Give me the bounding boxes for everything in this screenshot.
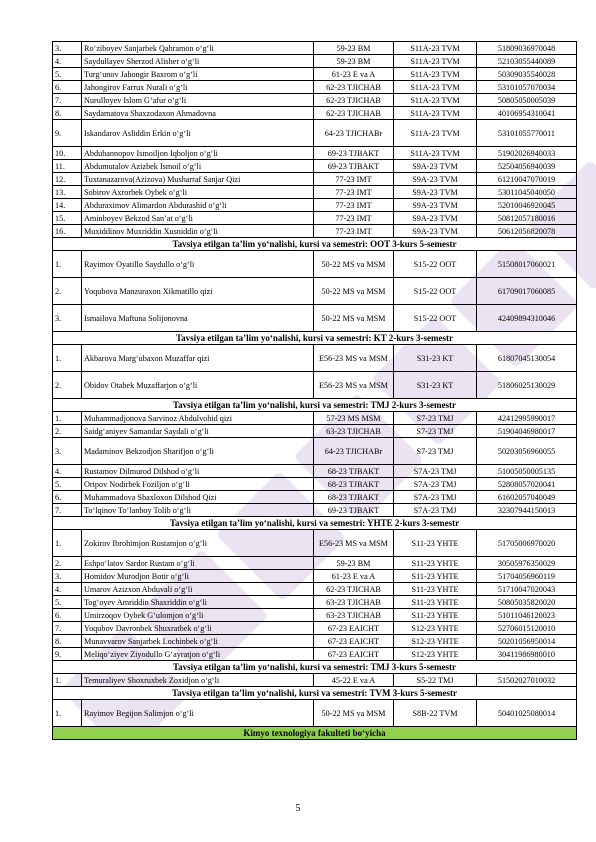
- student-name: Madaminov Bekzodjon Sharifjon oʻgʻli: [82, 438, 314, 465]
- target-group-code: S15-22 OOT: [394, 251, 477, 278]
- group-name: 77-23 IMT: [314, 186, 394, 199]
- table-row: [53, 570, 577, 583]
- target-group-code: S8B-22 TVM: [394, 700, 477, 727]
- student-name: Akbarova Margʻubaxon Muzaffar qizi: [82, 345, 314, 372]
- group-name: 77-23 IMT: [314, 199, 394, 212]
- target-group-code: S7-23 TMJ: [394, 412, 477, 425]
- group-name: 67-23 EAICHT: [314, 622, 394, 635]
- row-number: 3.: [53, 438, 82, 465]
- student-name: Ismailova Maftuna Solijonovna: [82, 305, 314, 332]
- student-id: 51710047020043: [477, 583, 577, 596]
- row-number: 10.: [53, 147, 82, 160]
- student-name: Abduraximov Alimardon Abdurashid oʻgʻli: [82, 199, 314, 212]
- target-group-code: S11-23 YHTE: [394, 609, 477, 622]
- row-number: 8.: [53, 107, 82, 120]
- student-name: Homidov Murodjon Botir oʻgʻli: [82, 570, 314, 583]
- group-name: 50-22 MS va MSM: [314, 700, 394, 727]
- student-id: 40106954310041: [477, 107, 577, 120]
- student-name: Jahongirov Farrux Nurali oʻgʻli: [82, 81, 314, 94]
- group-name: 69-23 TJBAKT: [314, 160, 394, 173]
- table-row: [53, 107, 577, 120]
- row-number: 8.: [53, 635, 82, 648]
- student-name: Zokirov Ibrohimjon Rustamjon oʻgʻli: [82, 530, 314, 557]
- student-name: Rayimov Oyatillo Saydullo oʻgʻli: [82, 251, 314, 278]
- student-id: 50309035540028: [477, 68, 577, 81]
- student-id: 51806025130029: [477, 372, 577, 399]
- group-name: 45-22 E va A: [314, 674, 394, 687]
- student-name: Oripov Nodirbek Foziljon oʻgʻli: [82, 478, 314, 491]
- target-group-code: S11-23 YHTE: [394, 583, 477, 596]
- student-name: Aminboyev Bekzod Sanʼat oʻgʻli: [82, 212, 314, 225]
- student-name: Meliqoʻziyev Ziyodullo Gʻayratjon oʻgʻli: [82, 648, 314, 661]
- table-row: [53, 173, 577, 186]
- table-row: [53, 635, 577, 648]
- group-name: E56-23 MS va MSM: [314, 345, 394, 372]
- student-name: Muhammadova Shaxloxon Dilshod Qizi: [82, 491, 314, 504]
- row-number: 4.: [53, 55, 82, 68]
- student-name: Umarov Azizxon Abduvali oʻgʻli: [82, 583, 314, 596]
- row-number: 1.: [53, 700, 82, 727]
- student-name: Eshpoʻlatov Sardor Rustam oʻgʻli: [82, 557, 314, 570]
- section-header-row: [53, 687, 577, 700]
- student-name: Saidgʻaniyev Samandar Saydali oʻgʻli: [82, 425, 314, 438]
- section-header: Tavsiya etilgan taʼlim yoʻnalishi, kursi va semestri: TMJ 3-kurs 5-semestr: [53, 661, 577, 674]
- row-number: 5.: [53, 478, 82, 491]
- group-name: 63-23 TJICHAB: [314, 425, 394, 438]
- student-id: 50401025080014: [477, 700, 577, 727]
- row-number: 6.: [53, 491, 82, 504]
- group-name: 62-23 TJICHAB: [314, 107, 394, 120]
- student-id: 50203056960055: [477, 438, 577, 465]
- student-id: 51904046980017: [477, 425, 577, 438]
- table-row: [53, 425, 577, 438]
- target-group-code: S11A-23 TVM: [394, 120, 477, 147]
- target-group-code: S9A-23 TVM: [394, 186, 477, 199]
- target-group-code: S11-23 YHTE: [394, 530, 477, 557]
- row-number: 1.: [53, 251, 82, 278]
- row-number: 6.: [53, 81, 82, 94]
- row-number: 9.: [53, 120, 82, 147]
- table-body: [53, 42, 577, 740]
- table-row: [53, 557, 577, 570]
- student-id: 61807045130054: [477, 345, 577, 372]
- student-id: 50612056820078: [477, 225, 577, 238]
- target-group-code: S11-23 YHTE: [394, 570, 477, 583]
- row-number: 7.: [53, 622, 82, 635]
- section-header: Tavsiya etilgan taʼlim yoʻnalishi, kursi va semestri: KT 2-kurs 3-semestr: [53, 332, 577, 345]
- table-row: [53, 147, 577, 160]
- section-header-row: [53, 332, 577, 345]
- student-id: 61210047070019: [477, 173, 577, 186]
- row-number: 2.: [53, 372, 82, 399]
- table-row: [53, 583, 577, 596]
- row-number: 2.: [53, 557, 82, 570]
- target-group-code: S11A-23 TVM: [394, 42, 477, 55]
- student-id: 51902026940033: [477, 147, 577, 160]
- table-row: [53, 278, 577, 305]
- target-group-code: S12-23 YHTE: [394, 622, 477, 635]
- target-group-code: S31-23 KT: [394, 372, 477, 399]
- table-row: [53, 42, 577, 55]
- section-header: Tavsiya etilgan taʼlim yoʻnalishi, kursi va semestri: YHTE 2-kurs 3-semestr: [53, 517, 577, 530]
- row-number: 4.: [53, 583, 82, 596]
- target-group-code: S12-23 YHTE: [394, 648, 477, 661]
- row-number: 3.: [53, 305, 82, 332]
- group-name: 50-22 MS va MSM: [314, 251, 394, 278]
- page-number: 5: [295, 803, 301, 814]
- group-name: 57-23 MS MSM: [314, 412, 394, 425]
- target-group-code: S12-23 YHTE: [394, 635, 477, 648]
- table-row: [53, 251, 577, 278]
- student-id: 42412995990017: [477, 412, 577, 425]
- row-number: 6.: [53, 609, 82, 622]
- student-id: 50805050005039: [477, 94, 577, 107]
- group-name: 77-23 IMT: [314, 225, 394, 238]
- row-number: 1.: [53, 530, 82, 557]
- table-row: [53, 622, 577, 635]
- target-group-code: S15-22 OOT: [394, 278, 477, 305]
- student-id: 30411986980010: [477, 648, 577, 661]
- student-name: Umirzoqov Oybek Gʻulomjon oʻgʻli: [82, 609, 314, 622]
- group-name: 62-23 TJICHAB: [314, 583, 394, 596]
- table-row: [53, 199, 577, 212]
- target-group-code: S7A-23 TMJ: [394, 478, 477, 491]
- table-row: [53, 81, 577, 94]
- student-id: 51704056960119: [477, 570, 577, 583]
- table-row: [53, 609, 577, 622]
- row-number: 11.: [53, 160, 82, 173]
- student-id: 42409894310046: [477, 305, 577, 332]
- table-row: [53, 530, 577, 557]
- student-name: Toʻlqinov Toʻlanboy Tolib oʻgʻli: [82, 504, 314, 517]
- table-row: [53, 700, 577, 727]
- student-id: 52103055440089: [477, 55, 577, 68]
- table-row: [53, 372, 577, 399]
- target-group-code: S5-22 TMJ: [394, 674, 477, 687]
- row-number: 7.: [53, 504, 82, 517]
- table-row: [53, 465, 577, 478]
- group-name: 77-23 IMT: [314, 212, 394, 225]
- row-number: 2.: [53, 425, 82, 438]
- student-id: 51011046120023: [477, 609, 577, 622]
- student-list-table: [52, 41, 577, 740]
- target-group-code: S7A-23 TMJ: [394, 465, 477, 478]
- target-group-code: S11A-23 TVM: [394, 68, 477, 81]
- row-number: 7.: [53, 94, 82, 107]
- student-id: 52808057020041: [477, 478, 577, 491]
- student-name: Temuraliyev Shoxruxbek Zoxidjon oʻgʻli: [82, 674, 314, 687]
- target-group-code: S11A-23 TVM: [394, 81, 477, 94]
- row-number: 13.: [53, 186, 82, 199]
- row-number: 5.: [53, 68, 82, 81]
- table-row: [53, 55, 577, 68]
- faculty-title: Kimyo texnologiya fakulteti boʻyicha: [53, 727, 577, 740]
- group-name: 50-22 MS va MSM: [314, 305, 394, 332]
- student-name: Obidov Otabek Muzaffarjon oʻgʻli: [82, 372, 314, 399]
- target-group-code: S31-23 KT: [394, 345, 477, 372]
- group-name: 59-23 BM: [314, 42, 394, 55]
- table-row: [53, 491, 577, 504]
- student-id: 61709017060085: [477, 278, 577, 305]
- row-number: 1.: [53, 412, 82, 425]
- student-name: Yoqubova Manzuraxon Xikmatillo qizi: [82, 278, 314, 305]
- student-id: 52504056940039: [477, 160, 577, 173]
- group-name: 61-23 E va A: [314, 570, 394, 583]
- student-id: 52706015120010: [477, 622, 577, 635]
- row-number: 12.: [53, 173, 82, 186]
- student-name: Roʻziboyev Sanjarbek Qahramon oʻgʻli: [82, 42, 314, 55]
- table-row: [53, 225, 577, 238]
- student-name: Yoqubov Davronbek Shuxratbek oʻgʻli: [82, 622, 314, 635]
- table-row: [53, 648, 577, 661]
- table-row: [53, 160, 577, 173]
- section-header: Tavsiya etilgan taʼlim yoʻnalishi, kursi va semestri: TVM 3-kurs 5-semestr: [53, 687, 577, 700]
- table-row: [53, 596, 577, 609]
- student-name: Munavvarov Sanjarbek Lochinbek oʻgʻli: [82, 635, 314, 648]
- row-number: 2.: [53, 278, 82, 305]
- group-name: 69-23 TJBAKT: [314, 147, 394, 160]
- group-name: 62-23 TJICHAB: [314, 94, 394, 107]
- row-number: 5.: [53, 596, 82, 609]
- target-group-code: S9A-23 TVM: [394, 212, 477, 225]
- table-row: [53, 120, 577, 147]
- table-row: [53, 94, 577, 107]
- group-name: 59-23 BM: [314, 557, 394, 570]
- student-id: 51005050005135: [477, 465, 577, 478]
- table-row: [53, 68, 577, 81]
- student-id: 52010046920045: [477, 199, 577, 212]
- student-id: 50201056950014: [477, 635, 577, 648]
- table-row: [53, 504, 577, 517]
- group-name: 63-23 TJICHAB: [314, 609, 394, 622]
- group-name: E56-23 MS va MSM: [314, 372, 394, 399]
- table-row: [53, 186, 577, 199]
- student-id: 51502027010032: [477, 674, 577, 687]
- target-group-code: S7A-23 TMJ: [394, 504, 477, 517]
- row-number: 3.: [53, 42, 82, 55]
- row-number: 1.: [53, 345, 82, 372]
- row-number: 16.: [53, 225, 82, 238]
- student-name: Abdubannopov Ismoiljon Iqboljon oʻgʻli: [82, 147, 314, 160]
- group-name: 50-22 MS va MSM: [314, 278, 394, 305]
- target-group-code: S11A-23 TVM: [394, 107, 477, 120]
- table-row: [53, 438, 577, 465]
- student-name: Togʻoyev Amriddin Shaxriddin oʻgʻli: [82, 596, 314, 609]
- row-number: 1.: [53, 674, 82, 687]
- faculty-row: [53, 727, 577, 740]
- table-row: [53, 345, 577, 372]
- section-header-row: [53, 661, 577, 674]
- student-id: 53101057070034: [477, 81, 577, 94]
- student-name: Nurulloyev Islom Gʻafur oʻgʻli: [82, 94, 314, 107]
- group-name: 69-23 TJBAKT: [314, 504, 394, 517]
- student-id: 51809036970048: [477, 42, 577, 55]
- table-row: [53, 305, 577, 332]
- group-name: 64-23 TJICHABr: [314, 438, 394, 465]
- row-number: 15.: [53, 212, 82, 225]
- group-name: E56-23 MS va MSM: [314, 530, 394, 557]
- target-group-code: S11A-23 TVM: [394, 147, 477, 160]
- target-group-code: S7-23 TMJ: [394, 438, 477, 465]
- student-name: Iskandarov Asliddin Erkin oʻgʻli: [82, 120, 314, 147]
- section-header: Tavsiya etilgan taʼlim yoʻnalishi, kursi va semestri: OOT 3-kurs 5-semestr: [53, 238, 577, 251]
- student-name: Sobirov Axrorbek Oybek oʻgʻli: [82, 186, 314, 199]
- table-row: [53, 478, 577, 491]
- target-group-code: S7A-23 TMJ: [394, 491, 477, 504]
- target-group-code: S7-23 TMJ: [394, 425, 477, 438]
- group-name: 59-23 BM: [314, 55, 394, 68]
- row-number: 3.: [53, 570, 82, 583]
- student-name: Tuxtanazarova(Azizova) Musharraf Sanjar Qizi: [82, 173, 314, 186]
- target-group-code: S9A-23 TVM: [394, 199, 477, 212]
- group-name: 68-23 TJBAKT: [314, 478, 394, 491]
- section-header-row: [53, 238, 577, 251]
- student-name: Muxiddinov Muxriddin Xusniddin oʻgʻli: [82, 225, 314, 238]
- table-row: [53, 212, 577, 225]
- group-name: 77-23 IMT: [314, 173, 394, 186]
- group-name: 64-23 TJICHABr: [314, 120, 394, 147]
- target-group-code: S11A-23 TVM: [394, 55, 477, 68]
- group-name: 67-23 EAICHT: [314, 635, 394, 648]
- target-group-code: S11-23 YHTE: [394, 557, 477, 570]
- target-group-code: S15-22 OOT: [394, 305, 477, 332]
- student-id: 50805035820020: [477, 596, 577, 609]
- student-id: 53101055770011: [477, 120, 577, 147]
- group-name: 68-23 TJBAKT: [314, 465, 394, 478]
- student-name: Rustamov Dilmurod Dilshod oʻgʻli: [82, 465, 314, 478]
- group-name: 61-23 E va A: [314, 68, 394, 81]
- student-id: 61602057040049: [477, 491, 577, 504]
- target-group-code: S9A-23 TVM: [394, 225, 477, 238]
- student-id: 50812057180016: [477, 212, 577, 225]
- section-header: Tavsiya etilgan taʼlim yoʻnalishi, kursi va semestri: TMJ 2-kurs 3-semestr: [53, 399, 577, 412]
- row-number: 4.: [53, 465, 82, 478]
- student-name: Abdumutalov Azizbek Ismoil oʻgʻli: [82, 160, 314, 173]
- student-id: 30505976350029: [477, 557, 577, 570]
- student-name: Turgʻunov Jahongir Baxrom oʻgʻli: [82, 68, 314, 81]
- target-group-code: S9A-23 TVM: [394, 173, 477, 186]
- table-row: [53, 674, 577, 687]
- student-id: 51508017060021: [477, 251, 577, 278]
- section-header-row: [53, 517, 577, 530]
- student-id: 51705006970020: [477, 530, 577, 557]
- group-name: 67-23 EAICHT: [314, 648, 394, 661]
- section-header-row: [53, 399, 577, 412]
- row-number: 14.: [53, 199, 82, 212]
- group-name: 68-23 TJBAKT: [314, 491, 394, 504]
- student-name: Saydullayev Sherzod Alisher oʻgʻli: [82, 55, 314, 68]
- group-name: 62-23 TJICHAB: [314, 81, 394, 94]
- student-name: Rayimov Begijon Salimjon oʻgʻli: [82, 700, 314, 727]
- student-name: Muhammadjonova Sarvinoz Abdulvohid qizi: [82, 412, 314, 425]
- target-group-code: S9A-23 TVM: [394, 160, 477, 173]
- target-group-code: S11-23 YHTE: [394, 596, 477, 609]
- student-id: 53011045040050: [477, 186, 577, 199]
- group-name: 63-23 TJICHAB: [314, 596, 394, 609]
- row-number: 9.: [53, 648, 82, 661]
- table-row: [53, 412, 577, 425]
- student-name: Saydamatova Shaxzodaxon Ahmadovna: [82, 107, 314, 120]
- target-group-code: S11A-23 TVM: [394, 94, 477, 107]
- student-id: 32307944150013: [477, 504, 577, 517]
